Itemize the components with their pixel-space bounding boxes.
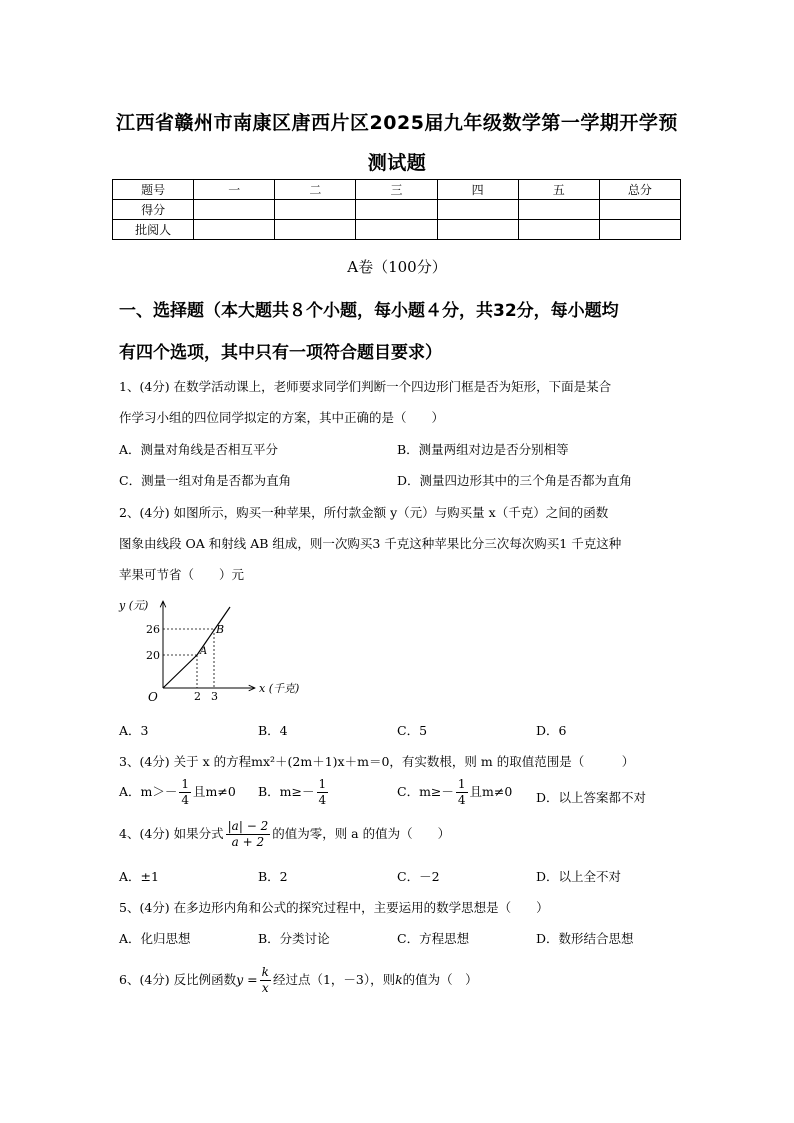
q5-option-d[interactable]: D．数形结合思想 [536,931,634,946]
q3-option-c[interactable] [397,777,512,808]
score-cell[interactable] [518,200,599,220]
reviewer-cell[interactable] [437,220,518,240]
score-cell[interactable] [194,200,275,220]
x-axis-label: x (千克) [259,682,300,695]
score-cell[interactable] [356,200,437,220]
q1-option-c[interactable]: C．测量一组对角是否都为直角 [119,473,292,488]
fraction-denominator: 4 [318,793,327,807]
fraction-numerator: |a| − 2 [227,819,269,833]
q2-option-a[interactable]: A．3 [119,723,149,738]
fraction-denominator: a + 2 [231,835,265,849]
origin-label: O [148,690,158,704]
score-cell[interactable] [599,200,680,220]
q2-text-line1: 2、(4分) 如图所示，购买一种苹果，所付款金额 y（元）与购买量 x（千克）之间的函数 [119,505,609,520]
q6-var: k [395,972,403,987]
header-cell: 一 [194,180,275,200]
q5-option-b[interactable]: B．分类讨论 [258,931,330,946]
document-title-line2: 测试题 [367,152,427,174]
y-tick-20: 20 [146,649,160,662]
q2-text-line3: 苹果可节省（ ）元 [119,567,245,582]
document-title-line1: 江西省赣州市南康区唐西片区2025届九年级数学第一学期开学预 [116,112,678,134]
score-table-header-row [113,180,681,200]
x-tick-2: 2 [194,690,201,703]
score-cell[interactable] [437,200,518,220]
q3-option-a-prefix: A．m＞－ [119,784,178,799]
q5-option-a[interactable]: A．化归思想 [119,931,191,946]
header-cell: 总分 [599,180,680,200]
q3-option-b[interactable] [258,777,330,808]
section-heading-line2: 有四个选项，其中只有一项符合题目要求） [119,343,442,363]
q3-option-a-suffix: 且m≠0 [193,784,236,799]
reviewer-cell[interactable] [518,220,599,240]
x-tick-3: 3 [211,690,218,703]
q3-option-d[interactable]: D．以上答案都不对 [536,790,647,805]
q2-function-graph [115,596,305,706]
reviewer-cell[interactable] [194,220,275,240]
header-cell: 五 [518,180,599,200]
section-heading-line1: 一、选择题（本大题共８个小题，每小题４分，共32分，每小题均 [119,301,619,321]
fraction-numerator: 1 [181,777,190,791]
q3-option-c-suffix: 且m≠0 [469,784,513,799]
fraction-numerator: 1 [318,777,327,791]
fraction-numerator: k [261,965,269,979]
q4-option-a[interactable]: A．±1 [119,869,159,884]
fraction-numerator: 1 [457,777,466,791]
q2-text-line2: 图象由线段 OA 和射线 AB 组成，则一次购买3 千克这种苹果比分三次每次购买1 千克这种 [119,536,622,551]
fraction-denominator: 4 [457,793,466,807]
score-row [113,200,681,220]
q3-option-c-prefix: C．m≥－ [397,784,454,799]
header-cell: 题号 [113,180,194,200]
q6-suffix: 经过点（1，－3），则 [272,972,396,987]
q2-option-c[interactable]: C．5 [397,723,428,738]
y-axis-label: y (元) [119,599,149,612]
q2-option-b[interactable]: B．4 [258,723,288,738]
q3-option-a[interactable] [119,777,236,808]
q6-lhs: y = [236,972,258,987]
fraction-denominator: x [261,981,269,995]
q3-text: 3、(4分) 关于 x 的方程mx²＋(2m＋1)x＋m＝0，有实数根，则 m 的取值范围是（ ） [119,754,635,769]
point-b-label: B [216,623,225,636]
y-tick-26: 26 [146,623,160,636]
q4-suffix: 的值为零，则 a 的值为（ ） [272,826,451,841]
reviewer-cell[interactable] [599,220,680,240]
q1-text-line1: 1、(4分) 在数学活动课上，老师要求同学们判断一个四边形门框是否为矩形，下面是某合 [119,379,612,394]
q4-option-d[interactable]: D．以上全不对 [536,869,622,884]
q4-text [119,819,450,850]
score-cell[interactable] [275,200,356,220]
fraction [226,819,271,850]
header-cell: 四 [437,180,518,200]
score-table [112,179,681,240]
q5-text: 5、(4分) 在多边形内角和公式的探究过程中，主要运用的数学思想是（ ） [119,900,549,915]
fraction [179,777,191,808]
q3-option-b-prefix: B．m≥－ [258,784,315,799]
row-label: 得分 [113,200,194,220]
q1-option-b[interactable]: B．测量两组对边是否分别相等 [397,442,569,457]
q1-option-d[interactable]: D．测量四边形其中的三个角是否都为直角 [397,473,633,488]
q5-option-c[interactable]: C．方程思想 [397,931,470,946]
q6-prefix: 6、(4分) 反比例函数 [119,972,237,987]
volume-heading: A卷（100分） [347,258,447,276]
q6-text [119,965,478,996]
q4-option-c[interactable]: C．－2 [397,869,440,884]
fraction [456,777,468,808]
reviewer-row [113,220,681,240]
header-cell: 三 [356,180,437,200]
fraction [317,777,329,808]
q1-text-line2: 作学习小组的四位同学拟定的方案，其中正确的是（ ） [119,410,445,425]
reviewer-cell[interactable] [275,220,356,240]
reviewer-cell[interactable] [356,220,437,240]
row-label: 批阅人 [113,220,194,240]
point-a-label: A [200,646,208,657]
q4-prefix: 4、(4分) 如果分式 [119,826,224,841]
fraction [260,965,271,996]
segment-oa [163,655,197,688]
q6-tail: 的值为（ ） [402,972,478,987]
q4-option-b[interactable]: B．2 [258,869,288,884]
q1-option-a[interactable]: A．测量对角线是否相互平分 [119,442,279,457]
fraction-denominator: 4 [181,793,190,807]
header-cell: 二 [275,180,356,200]
q2-option-d[interactable]: D．6 [536,723,567,738]
